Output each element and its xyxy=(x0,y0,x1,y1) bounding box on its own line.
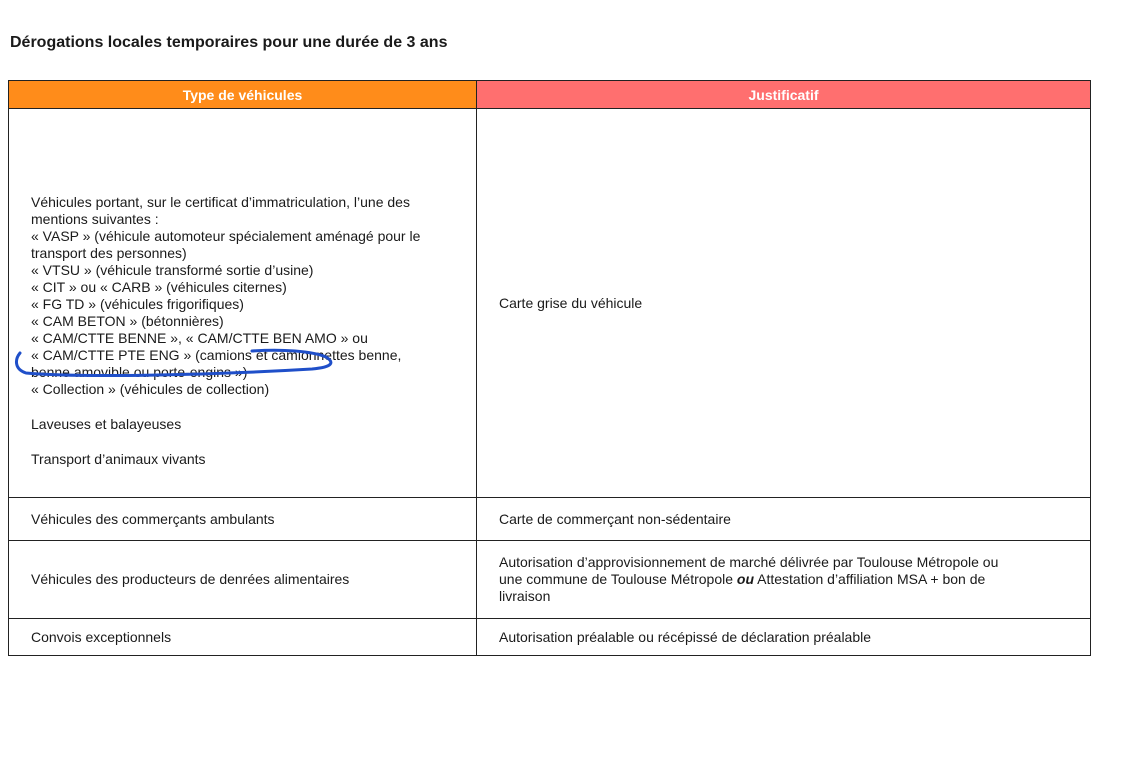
vehicle-text: Véhicules des producteurs de denrées alimentaires xyxy=(31,571,350,587)
vehicle-sweepers: Laveuses et balayeuses xyxy=(31,416,182,432)
justification-cell xyxy=(477,619,1091,656)
vehicle-text: Convois exceptionnels xyxy=(31,628,172,645)
justification-text: Carte de commerçant non-sédentaire xyxy=(499,510,731,527)
list-item: benne amovible ou porte-engins ») xyxy=(31,364,248,380)
list-item: transport des personnes) xyxy=(31,245,187,261)
list-item: « FG TD » (véhicules frigorifiques) xyxy=(31,296,244,312)
list-item-collection: « Collection » (véhicules de collection) xyxy=(31,381,270,397)
list-item: « CAM BETON » (bétonnières) xyxy=(31,313,224,329)
justification-line: Autorisation d’approvisionnement de marché délivrée par Toulouse Métropole ou xyxy=(499,554,999,570)
table-row xyxy=(9,498,1091,541)
emphasis-or: ou xyxy=(736,571,754,587)
table-header-row xyxy=(9,81,1091,109)
header-vehicle-type: Type de véhicules xyxy=(9,81,477,109)
table-row xyxy=(9,109,1091,498)
list-item: « VTSU » (véhicule transformé sortie d’usine) xyxy=(31,262,314,278)
list-item: « CAM/CTTE PTE ENG » (camions et camionnettes benne, xyxy=(31,347,402,363)
vehicle-text: Véhicules des commerçants ambulants xyxy=(31,510,275,527)
vehicle-cell xyxy=(9,109,477,498)
justification-text: Autorisation préalable ou récépissé de déclaration préalable xyxy=(499,628,872,645)
justification-text: Carte grise du véhicule xyxy=(499,294,643,311)
table-row xyxy=(9,541,1091,619)
vehicle-cell xyxy=(9,619,477,656)
justification-line: livraison xyxy=(499,588,551,604)
list-item: « VASP » (véhicule automoteur spécialement aménagé pour le xyxy=(31,228,421,244)
vehicle-cell xyxy=(9,498,477,541)
list-item: « CIT » ou « CARB » (véhicules citernes) xyxy=(31,279,287,295)
justification-cell xyxy=(477,541,1091,619)
vehicle-cell xyxy=(9,541,477,619)
justification-line xyxy=(499,571,1082,588)
list-item: mentions suivantes : xyxy=(31,211,159,227)
vehicle-live-animals: Transport d’animaux vivants xyxy=(31,451,206,467)
justification-segment: une commune de Toulouse Métropole xyxy=(499,571,737,587)
justification-cell xyxy=(477,109,1091,498)
list-item: « CAM/CTTE BENNE », « CAM/CTTE BEN AMO » ou xyxy=(31,330,368,346)
list-item: Véhicules portant, sur le certificat d’immatriculation, l’une des xyxy=(31,194,410,210)
page-title: Dérogations locales temporaires pour une durée de 3 ans xyxy=(10,34,448,51)
table-row xyxy=(9,619,1091,656)
justification-segment: Attestation d’affiliation MSA + bon de xyxy=(754,571,986,587)
header-justification: Justificatif xyxy=(477,81,1091,109)
justification-cell xyxy=(477,498,1091,541)
derogations-table xyxy=(8,80,1091,656)
mentions-list xyxy=(31,194,468,398)
